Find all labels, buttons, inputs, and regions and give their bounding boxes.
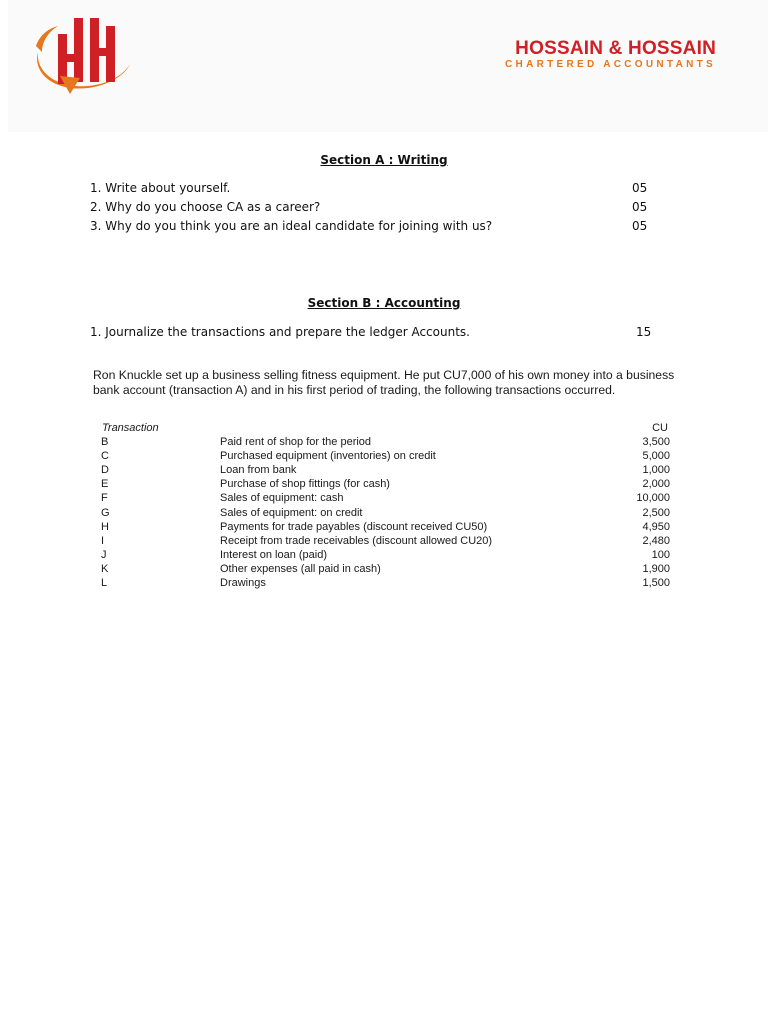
transaction-amount: 10,000: [636, 492, 670, 505]
transaction-description: Purchased equipment (inventories) on credit: [220, 450, 436, 463]
transaction-row: [90, 450, 680, 464]
transaction-code: H: [101, 520, 109, 533]
transaction-code: J: [101, 548, 107, 561]
section-a-marks-2: 05: [632, 200, 648, 214]
transaction-row: [90, 563, 680, 577]
transaction-description: Purchase of shop fittings (for cash): [220, 478, 390, 491]
transaction-row: [90, 507, 680, 521]
transaction-code: I: [101, 534, 105, 547]
section-a-question-1: 1. Write about yourself.: [90, 181, 231, 195]
transaction-description: Interest on loan (paid): [220, 548, 328, 561]
transaction-description: Receipt from trade receivables (discount allowed CU20): [220, 534, 493, 547]
section-b-question-1: 1. Journalize the transactions and prepare the ledger Accounts.: [90, 325, 470, 339]
excerpt-intro-line-2: bank account (transaction A) and in his first period of trading, the following transactions occurred.: [93, 383, 616, 397]
transaction-description: Payments for trade payables (discount received CU50): [220, 520, 488, 533]
section-a-question-3: 3. Why do you think you are an ideal candidate for joining with us?: [90, 219, 493, 233]
transaction-code: E: [101, 478, 109, 491]
transaction-row: [90, 478, 680, 492]
transaction-description: Paid rent of shop for the period: [220, 436, 372, 448]
transaction-code: K: [101, 562, 109, 575]
transaction-amount: 1,500: [642, 577, 670, 589]
transaction-amount: 2,500: [642, 506, 670, 519]
section-b-title: Section B : Accounting: [307, 296, 461, 310]
firm-name: HOSSAIN & HOSSAIN: [515, 38, 716, 59]
transaction-row: [90, 436, 680, 450]
transaction-description: Sales of equipment: cash: [220, 492, 344, 505]
transaction-code: L: [101, 577, 108, 589]
transaction-description: Sales of equipment: on credit: [220, 506, 363, 519]
excerpt-intro: [93, 368, 683, 398]
transaction-row: [90, 549, 680, 563]
amount-column-header: CU: [652, 422, 668, 434]
transaction-amount: 5,000: [642, 450, 670, 463]
transaction-code: D: [101, 464, 109, 477]
transaction-excerpt: [90, 368, 680, 598]
transaction-row: [90, 492, 680, 506]
transaction-code: B: [101, 436, 109, 448]
section-a-marks-1: 05: [632, 181, 648, 195]
transaction-amount: 2,000: [642, 478, 670, 491]
transaction-amount: 1,000: [642, 464, 670, 477]
transaction-row: [90, 464, 680, 478]
transaction-amount: 3,500: [642, 436, 670, 448]
transaction-row: [90, 521, 680, 535]
transaction-row: [90, 577, 680, 591]
transaction-amount: 2,480: [642, 534, 670, 547]
firm-logo: [30, 12, 134, 100]
transaction-row: [90, 535, 680, 549]
transaction-amount: 1,900: [642, 562, 670, 575]
section-a-marks-3: 05: [632, 219, 648, 233]
transaction-amount: 100: [651, 548, 670, 561]
firm-subtitle: CHARTERED ACCOUNTANTS: [505, 59, 716, 70]
transaction-code: C: [101, 450, 109, 463]
transaction-column-header: Transaction: [102, 422, 159, 434]
excerpt-intro-line-1: Ron Knuckle set up a business selling fitness equipment. He put CU7,000 of his own money into a business: [93, 368, 675, 382]
section-a-question-2: 2. Why do you choose CA as a career?: [90, 200, 321, 214]
transaction-description: Loan from bank: [220, 464, 297, 477]
transaction-code: F: [101, 492, 108, 505]
transaction-description: Other expenses (all paid in cash): [220, 562, 381, 575]
transaction-description: Drawings: [220, 577, 266, 589]
section-b-marks-1: 15: [636, 325, 652, 339]
transaction-code: G: [101, 506, 110, 519]
transaction-amount: 4,950: [642, 520, 670, 533]
section-a-title: Section A : Writing: [320, 153, 448, 167]
